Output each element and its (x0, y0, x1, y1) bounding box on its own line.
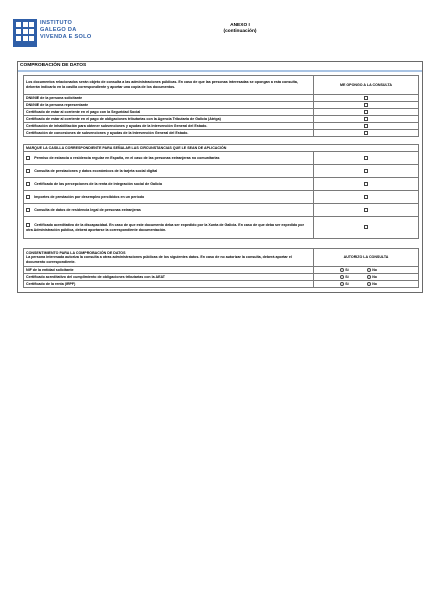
no-radio[interactable] (367, 275, 371, 279)
circumstance-checkbox[interactable] (26, 182, 30, 186)
table-row (24, 191, 419, 204)
yes-radio[interactable] (340, 275, 344, 279)
document-label: DNI/NIE de la persona representante (24, 102, 314, 109)
yes-radio[interactable] (340, 282, 344, 286)
oppose-checkbox[interactable] (364, 195, 368, 199)
no-label: No (372, 274, 377, 279)
circumstance-label: Importes de prestación por desempleo percibidos en un período (34, 194, 145, 199)
consent-label: NIF de la entidad solicitante (24, 267, 314, 274)
table-row (24, 130, 419, 137)
table-row (24, 281, 419, 288)
logo-line-2: GALEGO DA (40, 26, 77, 33)
data-verification-form (17, 61, 423, 293)
no-radio[interactable] (367, 282, 371, 286)
yes-label: Sí (345, 274, 349, 279)
oppose-checkbox[interactable] (364, 131, 368, 135)
annex-title: ANEXO I (230, 23, 250, 28)
circumstance-label: Consulta de prestaciones y datos económicos de la tarjeta social digital (34, 168, 158, 173)
circumstances-header-row (24, 145, 419, 152)
no-label: No (372, 281, 377, 286)
table-row (24, 274, 419, 281)
consent-title: CONSENTIMIENTO PARA LA COMPROBACIÓN DE DATOS (26, 250, 126, 255)
yes-label: Sí (345, 267, 349, 272)
authorize-header: AUTORIZO LA CONSULTA (314, 249, 419, 267)
document-label: Certificación de inhabilitación para obtener subvenciones y ayudas de la Intervención General del Estado. (24, 123, 314, 130)
oppose-checkbox[interactable] (364, 182, 368, 186)
annex-subtitle: (continuación) (223, 29, 257, 34)
oppose-checkbox[interactable] (364, 156, 368, 160)
oppose-header: ME OPONGO A LA CONSULTA (314, 76, 419, 95)
no-radio[interactable] (367, 268, 371, 272)
circumstance-label: Permiso de estancia o residencia regular en España, en el caso de las personas extranjeras no comunitarias (34, 155, 220, 160)
oppose-checkbox[interactable] (364, 225, 368, 229)
mark-header: MARQUE LA CASILLA CORRESPONDIENTE PARA SEÑALAR LAS CIRCUNSTANCIAS QUE LE SEAN DE APLICACIÓN (24, 145, 419, 152)
consent-text: La persona interesada autoriza la consulta a otras administraciones públicas de los siguientes datos. En caso de no autorizar la consulta, deberá aportar el documento correspondiente. (26, 255, 292, 264)
document-label: DNI/NIE de la persona solicitante (24, 95, 314, 102)
table-row (24, 217, 419, 239)
circumstance-checkbox[interactable] (26, 208, 30, 212)
table-row (24, 152, 419, 165)
documents-header-row (24, 76, 419, 95)
document-label: Certificado de estar al corriente en el pago de obligaciones tributarias con la Agencia Tributaria de Galicia (Atriga) (24, 116, 314, 123)
oppose-checkbox[interactable] (364, 103, 368, 107)
document-label: Certificado de estar al corriente en el pago con la Seguridad Social (24, 109, 314, 116)
table-row (24, 123, 419, 130)
consent-label: Certificado de la renta (IRPF) (24, 281, 314, 288)
no-label: No (372, 267, 377, 272)
consent-table (23, 248, 419, 288)
logo-mark-icon (13, 19, 37, 47)
intro-text: Los documentos relacionados serán objeto de consulta a las administraciones públicas. En caso de que las personas interesadas se opongan a esta consulta, deberán indicarlo en la casilla correspondiente y aportar una copia de los documentos. (24, 76, 314, 95)
consent-label: Certificado acreditativo del cumplimiento de obligaciones tributarias con la AEAT (24, 274, 314, 281)
table-row (24, 267, 419, 274)
section-title-bar (18, 70, 422, 72)
logo-text (40, 20, 92, 40)
table-row (24, 109, 419, 116)
oppose-checkbox[interactable] (364, 169, 368, 173)
yes-label: Sí (345, 281, 349, 286)
yes-radio[interactable] (340, 268, 344, 272)
oppose-checkbox[interactable] (364, 96, 368, 100)
table-row (24, 116, 419, 123)
circumstance-label: Certificado de las percepciones de la renta de integración social de Galicia (34, 181, 163, 186)
document-label: Certificación de concesiones de subvenciones y ayudas de la Intervención General del Estado. (24, 130, 314, 137)
table-row (24, 95, 419, 102)
circumstance-checkbox[interactable] (26, 156, 30, 160)
oppose-checkbox[interactable] (364, 110, 368, 114)
circumstance-checkbox[interactable] (26, 169, 30, 173)
oppose-checkbox[interactable] (364, 124, 368, 128)
circumstance-label: Certificado acreditativo de la discapacidad. En caso de que este documento deba ser expedido por la Xunta de Galicia. En caso de que deba ser expedido por otra Administración pública, deberá aportarse la correspondiente documentación. (26, 222, 304, 232)
circumstances-table (23, 144, 419, 239)
oppose-checkbox[interactable] (364, 208, 368, 212)
table-row (24, 204, 419, 217)
annex-heading (180, 23, 300, 35)
logo-line-1: INSTITUTO (40, 20, 73, 26)
table-row (24, 102, 419, 109)
section-title: COMPROBACIÓN DE DATOS (20, 63, 87, 68)
consent-header-row (24, 249, 419, 267)
logo-line-3: VIVENDA E SOLO (40, 33, 92, 40)
circumstance-checkbox[interactable] (26, 195, 30, 199)
table-row (24, 165, 419, 178)
circumstance-checkbox[interactable] (26, 223, 30, 227)
oppose-checkbox[interactable] (364, 117, 368, 121)
table-row (24, 178, 419, 191)
circumstance-label: Consulta de datos de residencia legal de personas extranjeras (34, 207, 141, 212)
documents-table (23, 75, 419, 137)
institute-logo (13, 19, 139, 49)
